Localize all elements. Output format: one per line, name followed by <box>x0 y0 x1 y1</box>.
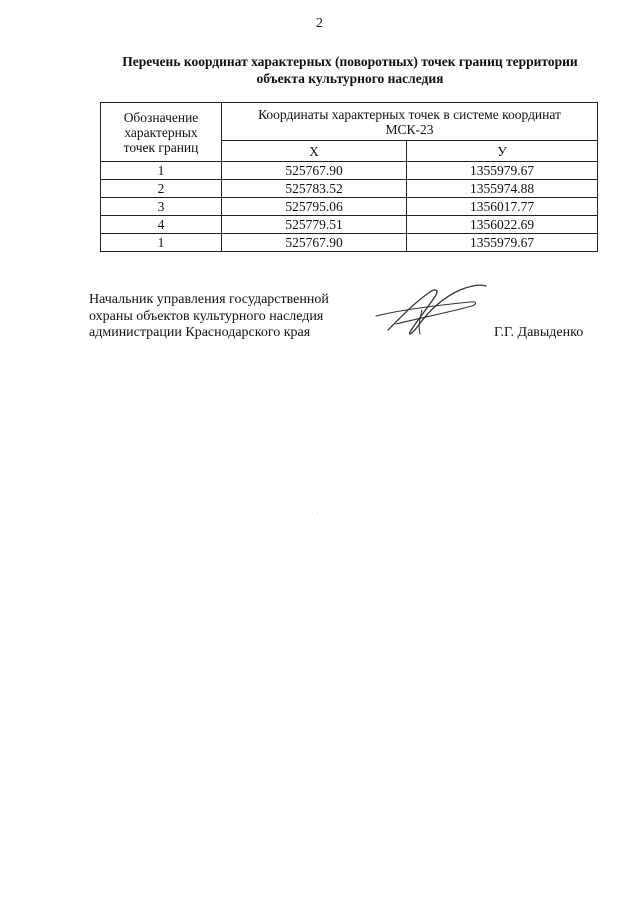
point-cell: 3 <box>101 198 222 216</box>
table-row <box>101 198 598 216</box>
table-row <box>101 234 598 252</box>
y-cell: 1356017.77 <box>407 198 598 216</box>
coordinates-header-line-2: МСК-23 <box>385 121 434 137</box>
table-row <box>101 180 598 198</box>
coordinates-table <box>100 102 598 252</box>
page-number: 2 <box>316 16 323 31</box>
y-cell: 1355979.67 <box>407 162 598 180</box>
document-title-line-1: Перечень координат характерных (поворотных) точек границ территории <box>122 54 578 69</box>
point-designation-header-line-2: характерных <box>124 124 198 140</box>
signatory-name: Г.Г. Давыденко <box>494 325 584 340</box>
x-cell: 525779.51 <box>222 216 407 234</box>
x-column-header: Х <box>222 141 407 162</box>
point-cell: 4 <box>101 216 222 234</box>
point-cell: 2 <box>101 180 222 198</box>
y-cell: 1355979.67 <box>407 234 598 252</box>
point-designation-header-line-1: Обозначение <box>123 109 199 125</box>
table-row <box>101 162 598 180</box>
signatory-position-line-3: администрации Краснодарского края <box>89 325 311 340</box>
document-title <box>60 53 639 87</box>
scan-speck <box>317 512 318 513</box>
y-cell: 1355974.88 <box>407 180 598 198</box>
signatory-position-line-2: охраны объектов культурного наследия <box>89 308 324 324</box>
y-column-header: У <box>407 141 598 162</box>
y-cell: 1356022.69 <box>407 216 598 234</box>
point-cell: 1 <box>101 162 222 180</box>
coordinates-header <box>222 103 598 141</box>
x-cell: 525767.90 <box>222 234 407 252</box>
table-row <box>101 216 598 234</box>
point-designation-header <box>101 103 222 162</box>
document-title-line-2: объекта культурного наследия <box>256 71 444 86</box>
signatory-position <box>89 292 329 342</box>
coordinates-header-line-1: Координаты характерных точек в системе координат <box>258 106 561 122</box>
point-cell: 1 <box>101 234 222 252</box>
handwritten-signature <box>370 280 490 340</box>
x-cell: 525767.90 <box>222 162 407 180</box>
point-designation-header-line-3: точек границ <box>123 139 199 155</box>
x-cell: 525795.06 <box>222 198 407 216</box>
signatory-position-line-1: Начальник управления государственной <box>89 292 329 307</box>
x-cell: 525783.52 <box>222 180 407 198</box>
